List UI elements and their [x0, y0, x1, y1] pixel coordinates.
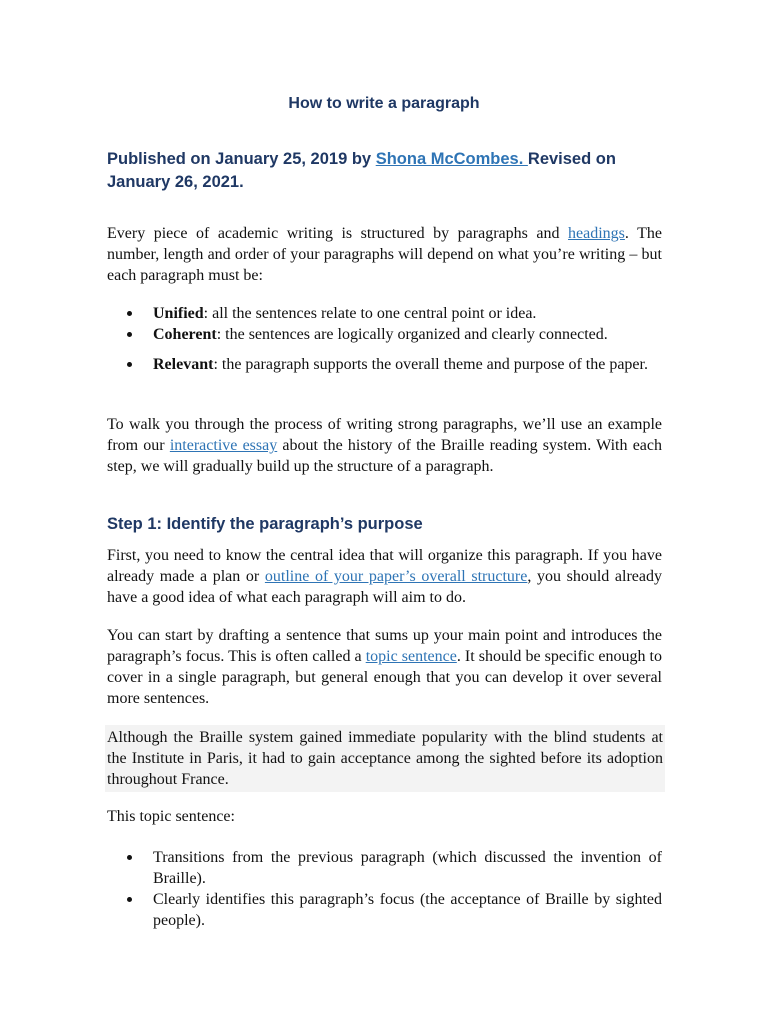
step-heading: Step 1: Identify the paragraph’s purpose	[107, 515, 423, 533]
example-sentence: Although the Braille system gained immediate popularity with the blind students at the Institute in Paris, it had to gain acceptance among the sighted before its adoption throughout France.	[105, 725, 665, 792]
criteria-list-cont	[107, 354, 662, 375]
topic-text-cont: . It should be specific enough to cover in a single paragraph, but general enough that you can develop it over several more sentences.	[107, 648, 663, 707]
walkthrough-text: To walk you through the process of writing strong paragraphs, we’ll use an example from our	[107, 416, 662, 454]
intro-text: Every piece of academic writing is structured by paragraphs and	[107, 225, 569, 242]
list-item	[107, 354, 662, 375]
list-item	[107, 889, 662, 931]
criterion-term: Unified	[153, 305, 204, 322]
list-item	[107, 303, 662, 324]
criterion-term: Coherent	[153, 326, 217, 343]
list-item	[107, 324, 662, 345]
bullet-icon	[127, 855, 132, 860]
point-text: Clearly identifies this paragraph’s focus (the acceptance of Braille by sighted people).	[153, 891, 662, 929]
revised-date: Revised on January 26, 2021.	[107, 150, 616, 191]
criterion-text: : the sentences are logically organized and clearly connected.	[216, 326, 608, 343]
purpose-text-cont: , you should already have a good idea of what each paragraph will aim to do.	[107, 568, 663, 606]
topic-sentence-link[interactable]: topic sentence	[365, 648, 457, 665]
bullet-icon	[127, 897, 132, 902]
walkthrough-text-cont: about the history of the Braille reading system. With each step, we will gradually build up the structure of a paragraph.	[107, 437, 662, 475]
bullet-icon	[127, 362, 132, 367]
author-link[interactable]: Shona McCombes.	[375, 150, 528, 168]
topic-sentence-points	[107, 847, 662, 931]
topic-text: You can start by drafting a sentence that sums up your main point and introduces the paragraph’s focus. This is often called a	[107, 627, 662, 665]
outline-link[interactable]: outline of your paper’s overall structure	[264, 568, 528, 585]
purpose-paragraph	[107, 545, 662, 608]
intro-text-cont: . The number, length and order of your paragraphs will depend on what you’re writing – but each paragraph must be:	[107, 225, 662, 284]
document-title: How to write a paragraph	[288, 95, 480, 112]
bullet-icon	[127, 332, 132, 337]
published-prefix: Published on January 25, 2019 by	[107, 150, 376, 168]
walkthrough-paragraph	[107, 414, 662, 477]
intro-paragraph	[107, 223, 662, 286]
point-text: Transitions from the previous paragraph (which discussed the invention of Braille).	[153, 849, 662, 887]
headings-link[interactable]: headings	[568, 225, 625, 242]
bullet-icon	[127, 311, 132, 316]
purpose-text: First, you need to know the central idea that will organize this paragraph. If you have already made a plan or	[107, 547, 662, 585]
topic-sentence-paragraph	[107, 625, 662, 709]
interactive-essay-link[interactable]: interactive essay	[169, 437, 278, 454]
list-item	[107, 847, 662, 889]
publication-info	[107, 148, 663, 194]
criterion-text: : the paragraph supports the overall theme and purpose of the paper.	[213, 356, 648, 373]
criterion-term: Relevant	[153, 356, 214, 373]
criterion-text: : all the sentences relate to one central point or idea.	[203, 305, 537, 322]
lead-in-text: This topic sentence:	[107, 808, 235, 825]
criteria-list	[107, 303, 662, 345]
